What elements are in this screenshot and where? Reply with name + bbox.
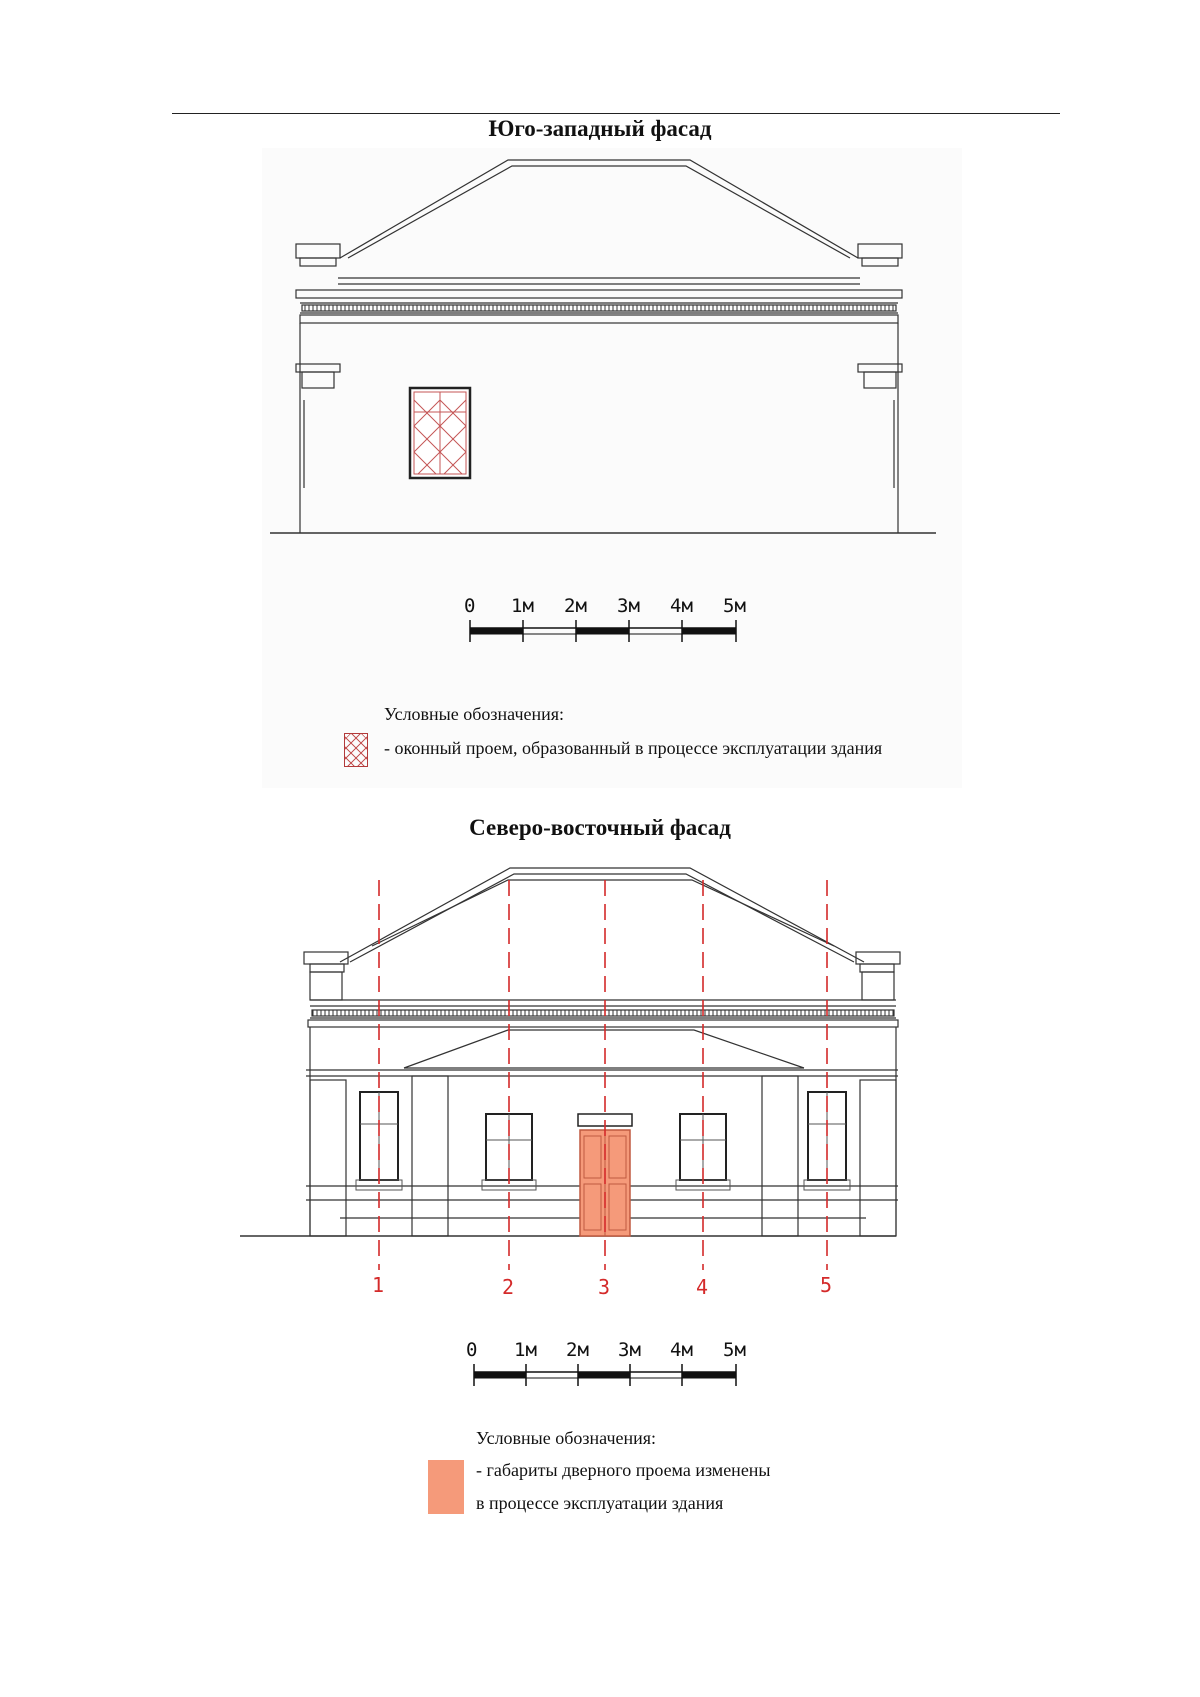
sw-hatched-window [410, 388, 470, 478]
ne-axis-label: 2 [502, 1275, 515, 1299]
sw-left-pedestal [296, 244, 340, 258]
southwest-facade-title: Юго-западный фасад [488, 116, 712, 141]
sw-legend-item: - оконный проем, образованный в процессе эксплуатации здания [384, 738, 883, 758]
ne-scale-label: 2м [566, 1339, 589, 1361]
ne-legend-line2: в процессе эксплуатации здания [476, 1493, 724, 1513]
sw-scale-label: 3м [617, 595, 640, 617]
ne-scale-label: 4м [670, 1339, 693, 1361]
ne-axis-label: 1 [372, 1273, 385, 1297]
sw-cornice [296, 290, 902, 298]
sw-scale-label: 4м [670, 595, 693, 617]
hatch-swatch-icon [344, 733, 368, 767]
sw-scale-label: 5м [723, 595, 746, 617]
sw-scale-label: 0 [464, 595, 476, 617]
northeast-facade-title: Северо-восточный фасад [469, 815, 731, 840]
ne-legend-line1: - габариты дверного проема изменены [476, 1460, 771, 1480]
sw-right-pedestal [858, 244, 902, 258]
ne-scale-label: 0 [466, 1339, 478, 1361]
ne-axis-label: 3 [598, 1275, 611, 1299]
ne-axis-label: 4 [696, 1275, 709, 1299]
northeast-facade-drawing [240, 868, 900, 1236]
sw-pediment-inner [348, 166, 850, 258]
ne-scale-label: 3м [618, 1339, 641, 1361]
ne-axis-label: 5 [820, 1273, 833, 1297]
sw-pediment-outer [340, 160, 858, 258]
sw-scale-label: 1м [511, 595, 534, 617]
sw-scale-label: 2м [564, 595, 587, 617]
ne-scale-bar [466, 1339, 746, 1386]
sw-legend-title: Условные обозначения: [384, 704, 565, 724]
door-fill-swatch-icon [428, 1460, 464, 1514]
ne-scale-label: 5м [723, 1339, 746, 1361]
sw-scale-bar [464, 595, 746, 642]
ne-legend-title: Условные обозначения: [476, 1428, 657, 1448]
ne-scale-label: 1м [514, 1339, 537, 1361]
